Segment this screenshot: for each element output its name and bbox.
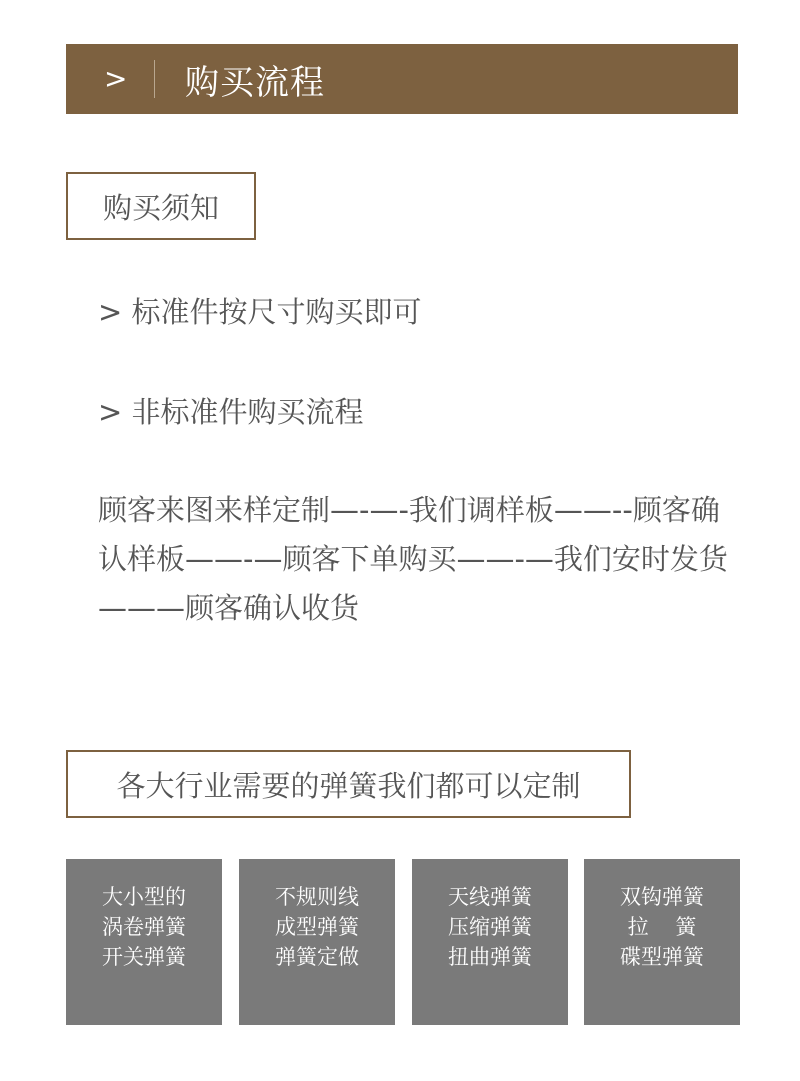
tile-line: 弹簧定做 [275,945,359,969]
header-divider [154,60,155,98]
tile-line: 碟型弹簧 [620,945,704,969]
tile-line: 大小型的 [102,885,186,909]
section-header-bar [66,44,738,114]
spring-tile-4 [584,859,740,1025]
tile-line: 压缩弹簧 [448,915,532,939]
industry-heading-box [66,750,631,818]
spring-type-tiles [66,859,741,1025]
notice-item-standard: > 标准件按尺寸购买即可 [98,295,422,329]
industry-heading: 各大行业需要的弹簧我们都可以定制 [116,768,581,803]
notice-item-nonstandard: > 非标准件购买流程 [98,395,364,429]
spring-tile-3 [412,859,568,1025]
spring-tile-1 [66,859,222,1025]
process-description: 顾客来图来样定制—-—-我们调样板——--顾客确认样板——-—顾客下单购买——-—我们安时发货———顾客确认收货 [98,493,728,625]
tile-line: 双钩弹簧 [620,885,704,909]
notice-heading-box [66,172,256,240]
tile-line: 成型弹簧 [275,915,359,939]
page-title: 购买流程 [185,62,325,103]
tile-line: 扭曲弹簧 [448,945,532,969]
tile-line: 开关弹簧 [102,945,186,969]
spring-tile-2 [239,859,395,1025]
notice-heading: 购买须知 [102,190,219,225]
tile-line: 不规则线 [275,885,359,909]
tile-line: 天线弹簧 [448,885,532,909]
chevron-right-icon: > [104,62,128,95]
tile-line: 涡卷弹簧 [102,915,186,939]
tile-line: 拉 簧 [627,915,697,939]
